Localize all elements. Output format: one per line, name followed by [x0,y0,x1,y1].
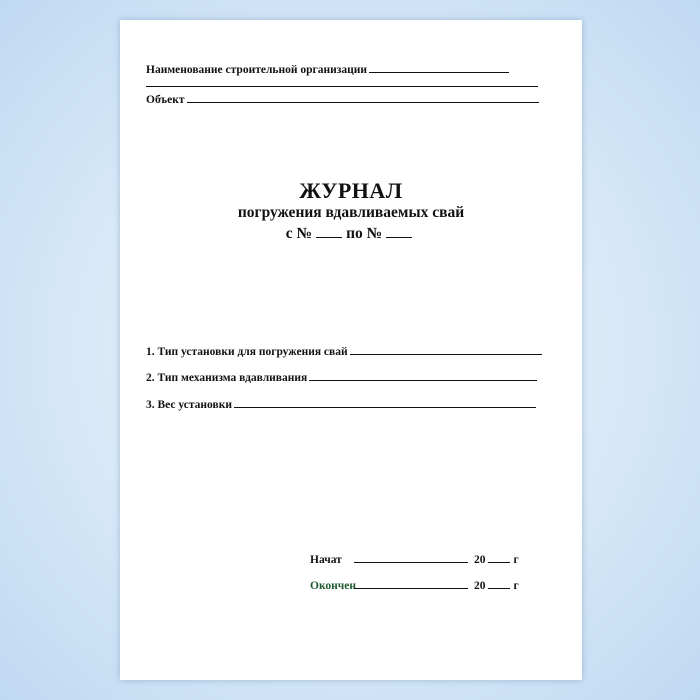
end-year-suffix: г [513,580,519,592]
object-field [146,92,539,106]
start-label: Начат [310,554,342,566]
org-name-field [146,62,509,76]
end-label: Окончен [310,580,357,592]
end-year-prefix: 20 [474,580,486,592]
list-item [146,397,536,411]
item-label: 2. Тип механизма вдавливания [146,372,308,384]
org-name-continuation-line[interactable] [146,86,538,87]
list-item [146,344,542,358]
journal-subtitle: погружения вдавливаемых свай [237,204,465,221]
item-blank[interactable] [234,397,536,408]
range-from-label: с № [285,225,313,242]
item-blank[interactable] [350,344,542,355]
item-blank[interactable] [309,370,537,381]
range-to-blank[interactable] [386,225,412,238]
start-date-blank[interactable] [354,552,468,563]
org-name-label: Наименование строительной организации [146,64,367,76]
end-year-blank[interactable] [488,578,510,589]
document-page [120,20,582,680]
start-year-prefix: 20 [474,554,486,566]
start-date-field [310,552,519,566]
start-year-suffix: г [513,554,519,566]
object-label: Объект [146,94,185,106]
org-name-blank[interactable] [369,62,509,73]
end-date-blank[interactable] [354,578,468,589]
range-from-blank[interactable] [316,225,342,238]
range-to-label: по № [346,225,383,242]
end-date-field [310,578,519,592]
journal-title: ЖУРНАЛ [299,178,403,203]
start-year-blank[interactable] [488,552,510,563]
pile-range [120,225,582,243]
item-label: 3. Вес установки [146,399,232,411]
item-label: 1. Тип установки для погружения свай [146,346,348,358]
object-blank[interactable] [187,92,539,103]
list-item [146,370,537,384]
